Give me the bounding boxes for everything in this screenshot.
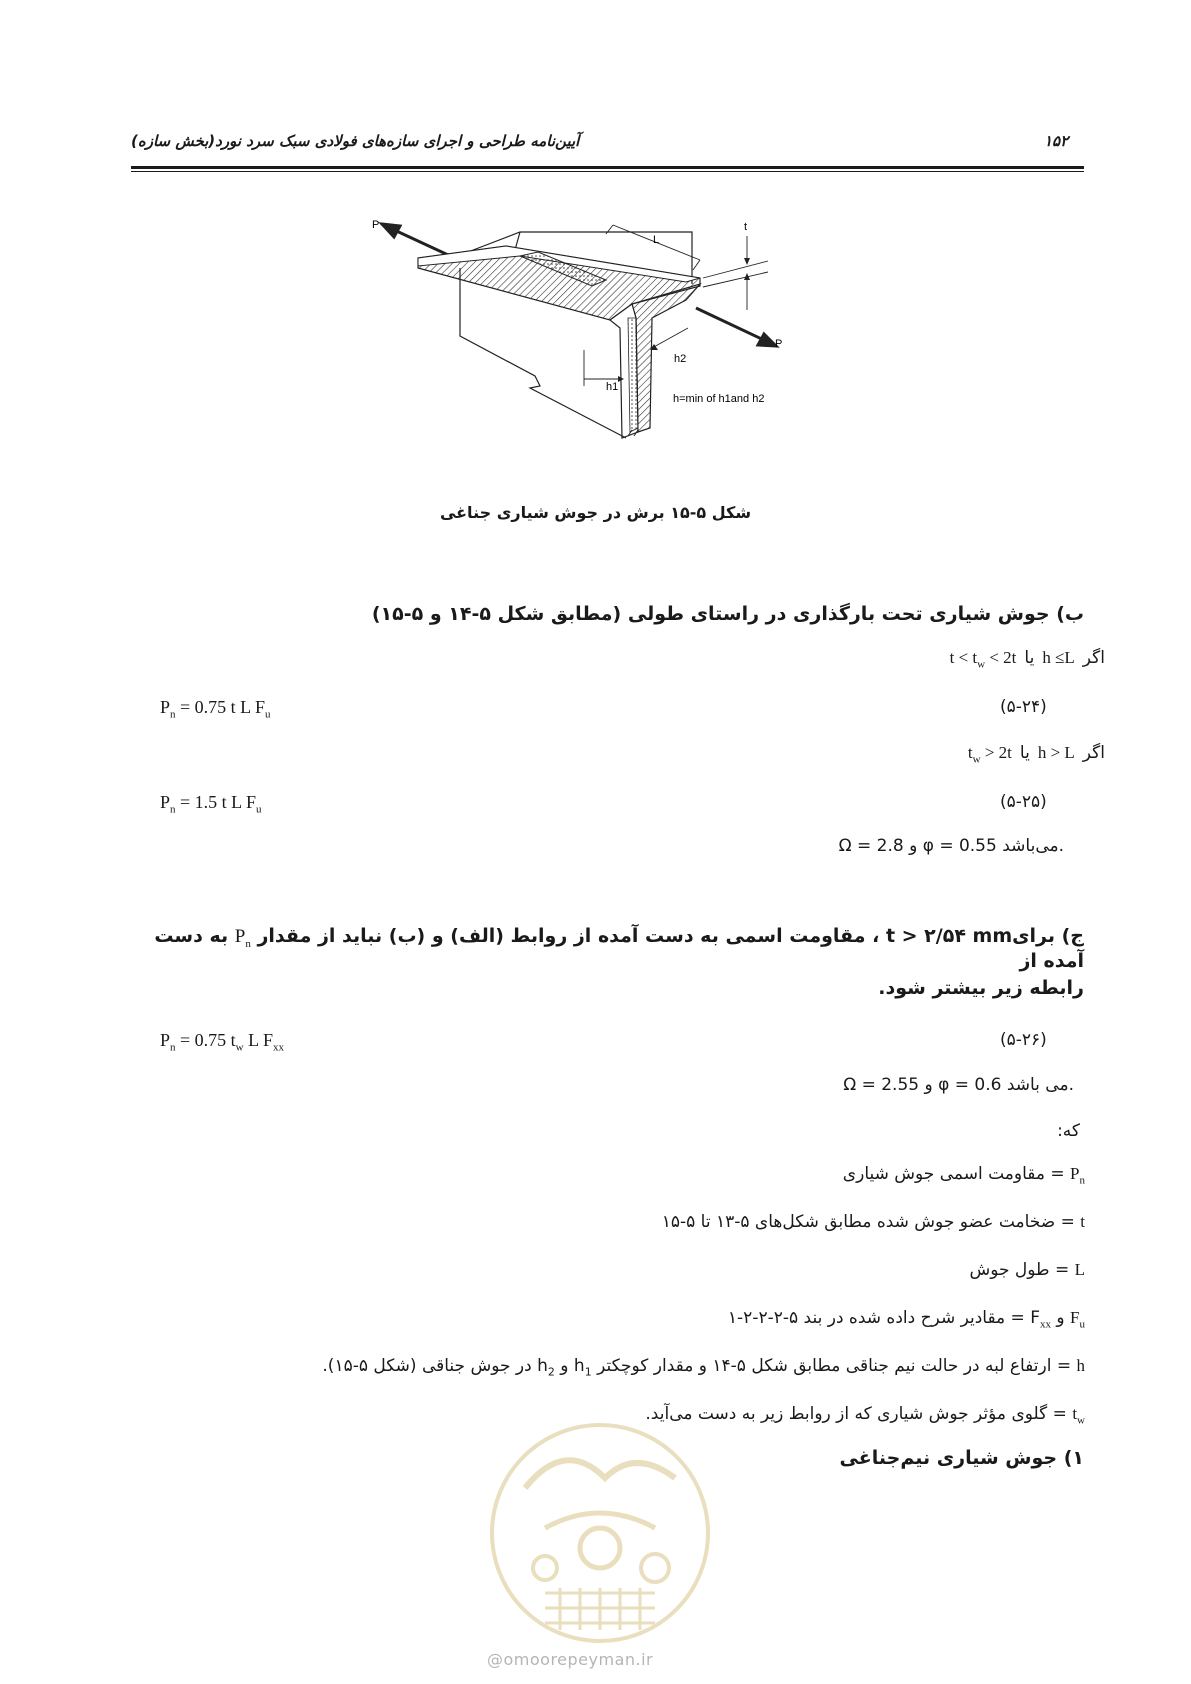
figure-caption: شکل ۵-۱۵ برش در جوش شیاری جناغی — [439, 503, 752, 522]
section-c-heading-line1: ج) برایt > ۲/۵۴ mm ، مقاومت اسمی به دست آمده از روابط (الف) و (ب) نباید از مقدار $P_n$ به دست آمده از — [154, 925, 1084, 972]
eq26-number: (۵-۲۶) — [1000, 1030, 1047, 1050]
definition-fu-fxx: $F_u$ و $F_{xx}$ = مقادیر شرح داده شده در بند ۵-۲-۲-۲-۱ — [727, 1308, 1085, 1331]
length-label: L — [653, 234, 660, 246]
header-rule — [131, 166, 1084, 169]
watermark-seal — [485, 1418, 715, 1648]
weld-figure — [370, 218, 840, 468]
eq26-formula: $P_n = 0.75$ $t_w$ L $F_{xx}$ — [160, 1030, 284, 1054]
h2-label: h2 — [674, 353, 687, 365]
definition-pn: $P_n$ = مقاومت اسمی جوش شیاری — [842, 1164, 1085, 1187]
section-c-factors: Ω = 2.55 و φ = 0.6 می باشد. — [843, 1075, 1074, 1095]
definition-h: h = ارتفاع لبه در حالت نیم جناقی مطابق شکل ۵-۱۴ و مقدار کوچکتر $h_1$ و $h_2$ در جوش جناقی (شکل ۵-۱۵). — [322, 1356, 1085, 1379]
header-rule-thin — [131, 171, 1084, 172]
load-label-right: P — [775, 338, 783, 350]
thickness-label: t — [744, 221, 748, 233]
definition-l: L = طول جوش — [969, 1260, 1085, 1280]
eq25-formula: $P_n = 1.5$ t L $F_u$ — [160, 792, 262, 816]
section-c-heading-line2: رابطه زیر بیشتر شود. — [878, 977, 1084, 999]
where-label: که: — [1057, 1121, 1080, 1141]
load-arrow-right — [696, 308, 776, 346]
definition-t: t = ضخامت عضو جوش شده مطابق شکل‌های ۵-۱۳ تا ۵-۱۵ — [661, 1212, 1085, 1232]
condition-2: $t_w > 2t$ یا h > L اگر — [967, 743, 1105, 766]
running-title: آیین‌نامه طراحی و اجرای سازه‌های فولادی سبک سرد نورد(بخش سازه) — [131, 132, 580, 150]
eq25-number: (۵-۲۵) — [1000, 792, 1047, 812]
section-b-heading: ب) جوش شیاری تحت بارگذاری در راستای طولی (مطابق شکل ۵-۱۴ و ۵-۱۵) — [371, 603, 1084, 625]
h-note-label: h=min of h1and h2 — [673, 393, 765, 405]
definition-tw: $t_w$ = گلوی مؤثر جوش شیاری که از روابط زیر به دست می‌آید. — [645, 1404, 1085, 1427]
load-label-left: P — [372, 219, 380, 231]
subheading-half-v-groove: ۱) جوش شیاری نیم‌جناغی — [839, 1447, 1084, 1469]
eq24-formula: $P_n = 0.75$ t L $F_u$ — [160, 697, 271, 721]
page-number: ۱۵۲ — [1044, 132, 1069, 150]
h1-label: h1 — [606, 381, 619, 393]
watermark-site: @omoorepeyman.ir — [487, 1650, 654, 1669]
condition-1: $t < t_w < 2t$ یا h ≤L اگر — [949, 648, 1105, 671]
section-b-factors: Ω = 2.8 و φ = 0.55 می‌باشد. — [838, 836, 1064, 856]
eq24-number: (۵-۲۴) — [1000, 697, 1047, 717]
